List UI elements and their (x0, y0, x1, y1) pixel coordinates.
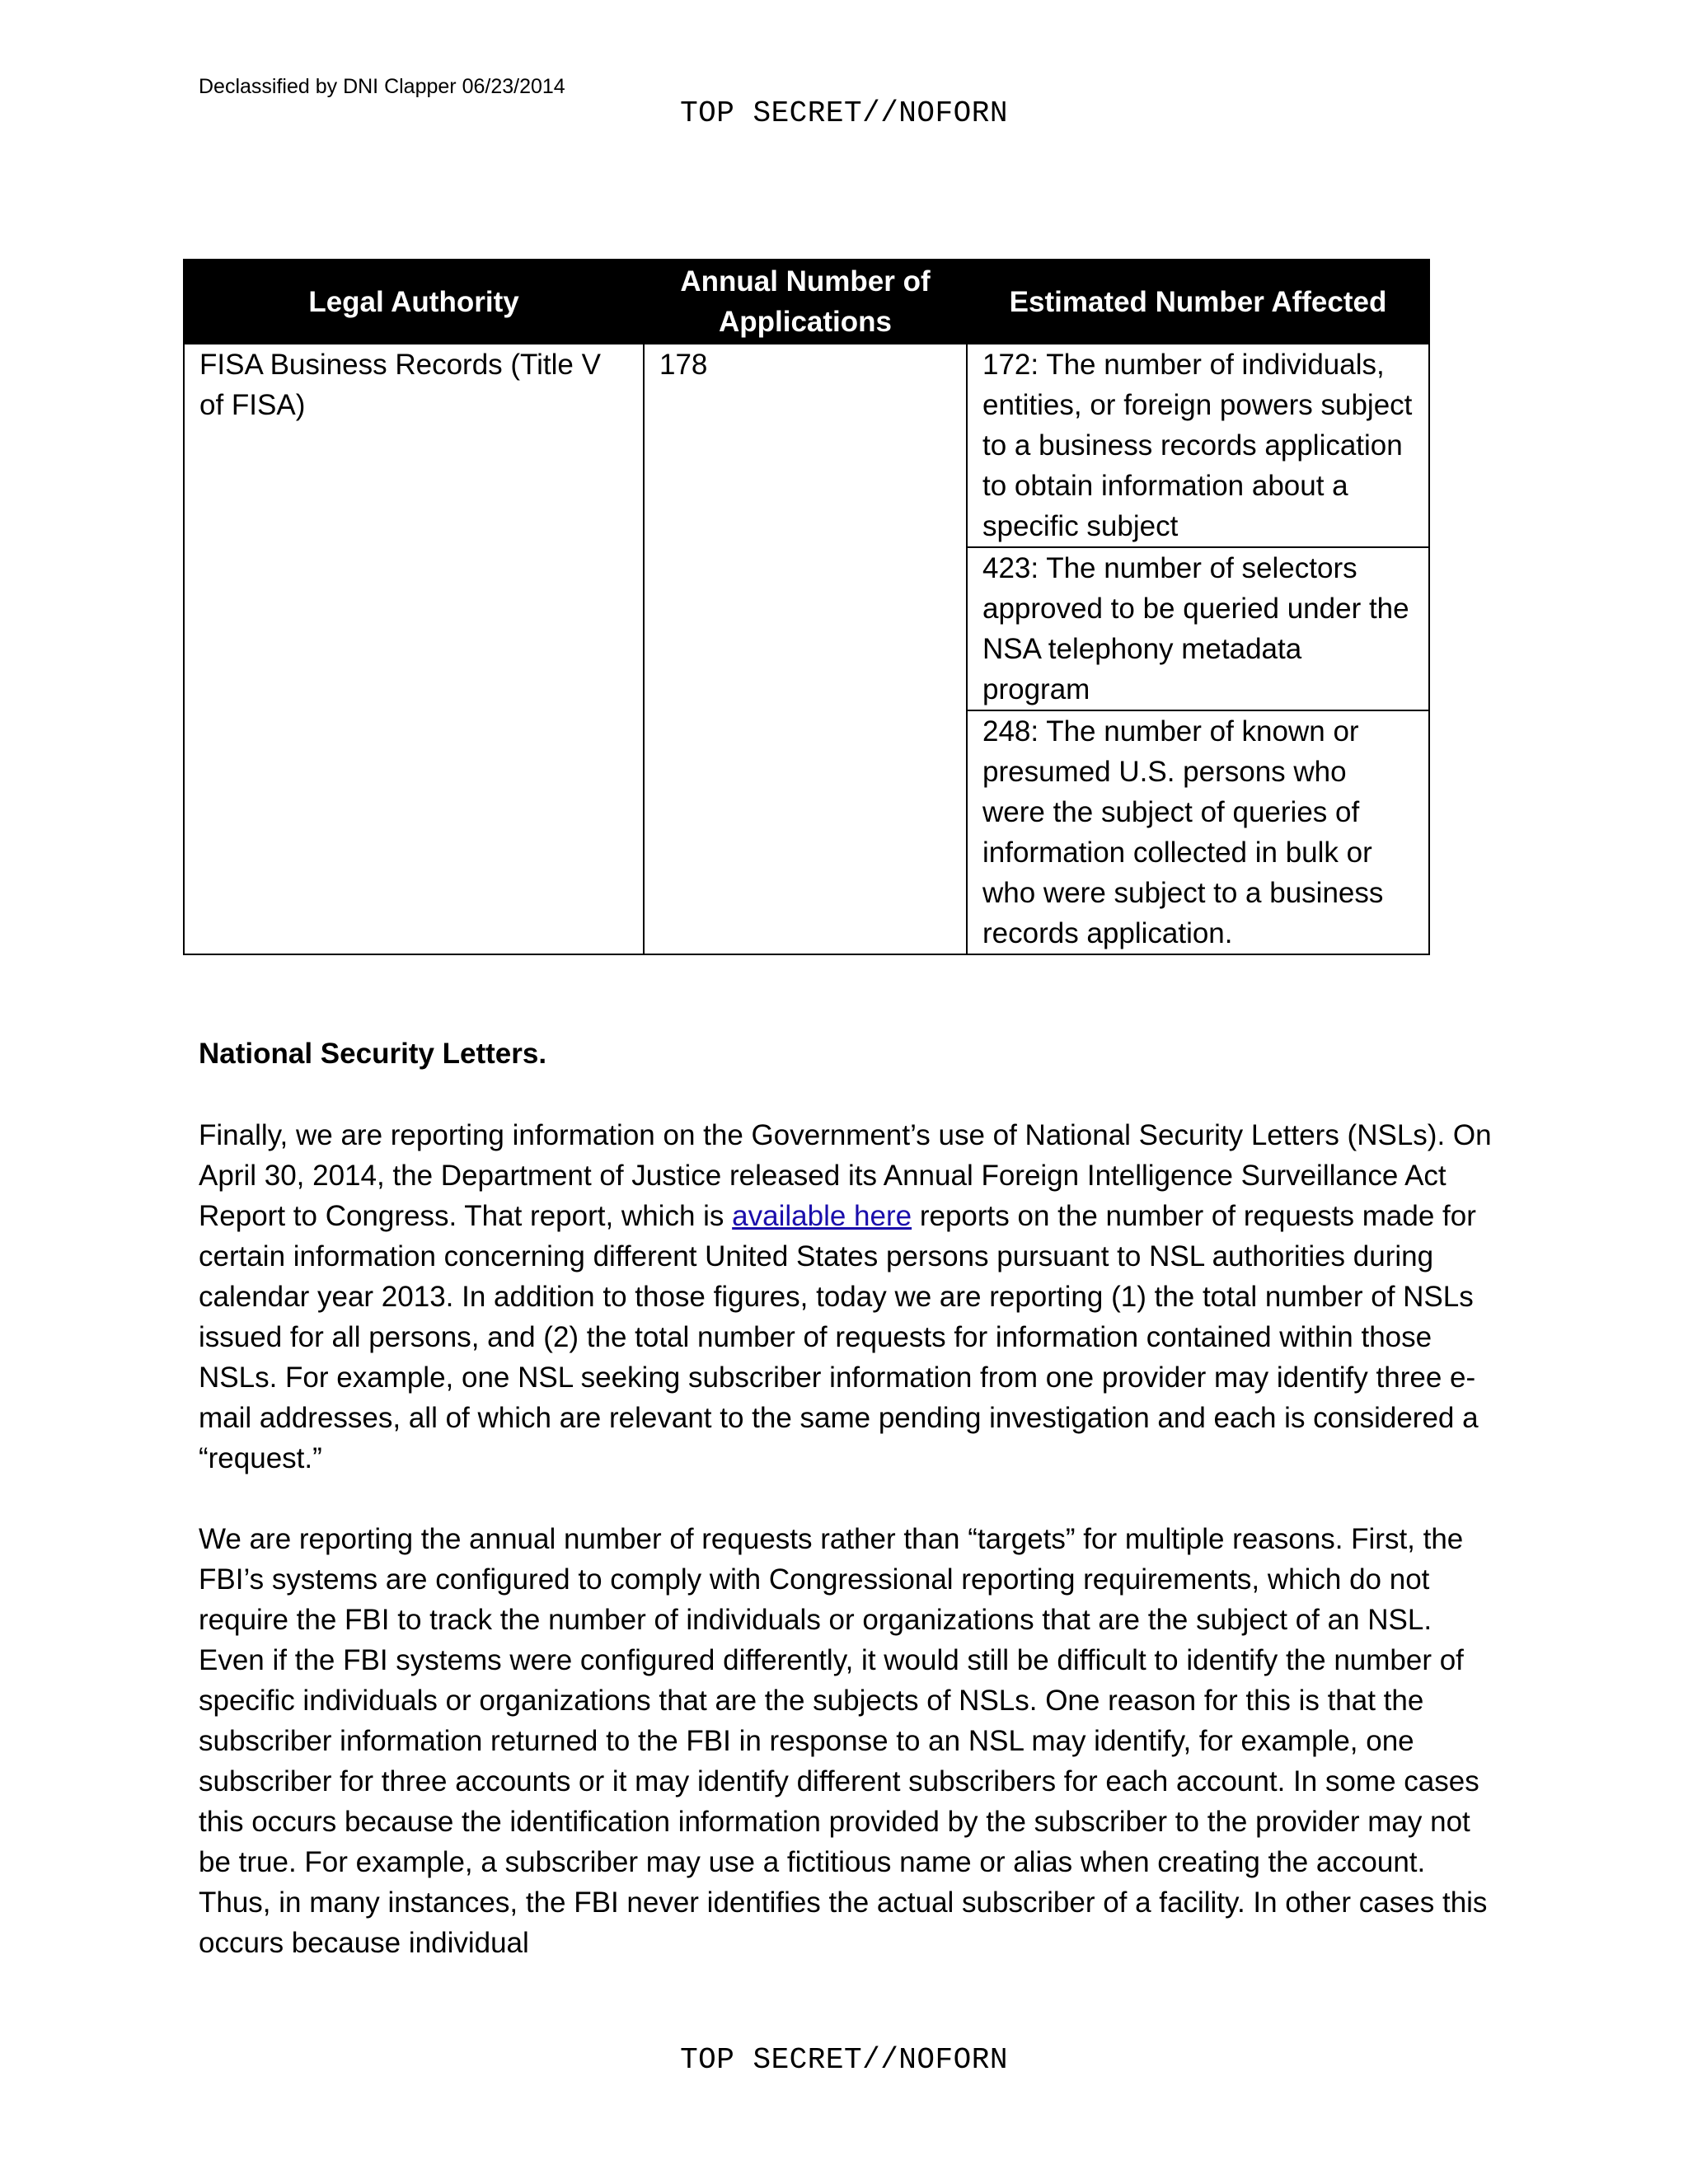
paragraph-text: reports on the number of requests made for certain information concerning different United States persons pursuant to NSL authorities during calendar year 2013. In addition to those figures, today we are reporting (1) the total number of NSLs issued for all persons, and (2) the total number of requests for information contained within those NSLs. For example, one NSL seeking subscriber information from one provider may identify three e-mail addresses, all of which are relevant to the same pending investigation and each is considered a “request.” (199, 1200, 1479, 1474)
paragraph-requests-vs-targets: We are reporting the annual number of requests rather than “targets” for multiple reasons. First, the FBI’s systems are configured to comply with Congressional reporting requirements, which do not require the FBI to track the number of individuals or organizations that are the subject of an NSL. Even if the FBI systems were configured differently, it would still be difficult to identify the number of specific individuals or organizations that are the subjects of NSLs. One reason for this is that the subscriber information returned to the FBI in response to an NSL may identify, for example, one subscriber for three accounts or it may identify different subscribers for each account. In some cases this occurs because the identification information provided by the subscriber to the provider may not be true. For example, a subscriber may use a fictitious name or alias when creating the account. Thus, in many instances, the FBI never identifies the actual subscriber of a facility. In other cases this occurs because individual (199, 1523, 1488, 1959)
affected-cell: 423: The number of selectors approved to be queried under the NSA telephony metadata program (967, 547, 1429, 710)
column-header-legal-authority: Legal Authority (184, 260, 644, 344)
classification-banner-bottom: TOP SECRET//NOFORN (680, 2043, 1008, 2077)
affected-cell: 172: The number of individuals, entities, or foreign powers subject to a business records application to obtain information about a specific subject (967, 344, 1429, 547)
table-row (184, 344, 1429, 547)
paragraph-nsl-intro (199, 1115, 1501, 1479)
annual-applications-cell: 178 (644, 344, 967, 954)
section-heading: National Security Letters. (199, 1038, 547, 1070)
paragraph-text: Finally, we are reporting information on the Government’s use of National Security Letters (NSLs). On April 30, 2014, the Department of Justice released its Annual Foreign Intelligence Surveillance Act Report to Congress. That report, which is (199, 1119, 1492, 1232)
classification-banner-top: TOP SECRET//NOFORN (680, 96, 1008, 130)
column-header-annual-applications: Annual Number of Applications (644, 260, 967, 344)
legal-authority-cell: FISA Business Records (Title V of FISA) (184, 344, 644, 954)
affected-cell: 248: The number of known or presumed U.S. persons who were the subject of queries of information collected in bulk or who were subject to a business records application. (967, 710, 1429, 954)
legal-authority-table (183, 259, 1430, 955)
declassification-note: Declassified by DNI Clapper 06/23/2014 (199, 75, 565, 98)
available-here-link[interactable]: available here (732, 1200, 912, 1232)
column-header-estimated-affected: Estimated Number Affected (967, 260, 1429, 344)
table-header-row (184, 260, 1429, 344)
